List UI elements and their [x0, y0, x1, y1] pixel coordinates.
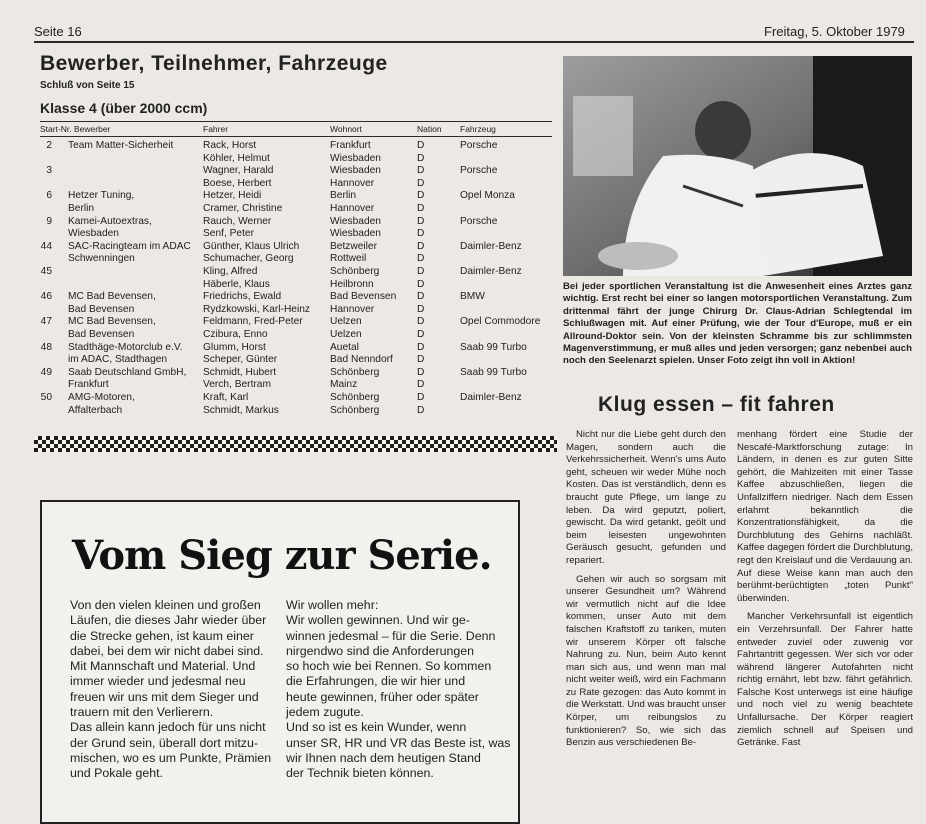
ad-line: Und so ist es kein Wunder, wenn [286, 720, 467, 735]
start-number: 49 [40, 366, 52, 378]
continued-note: Schluß von Seite 15 [40, 80, 135, 91]
driver-nation: D [417, 392, 425, 403]
col-header-fahrer: Fahrer [203, 124, 229, 134]
entrant-name: MC Bad Bevensen, [68, 316, 156, 328]
driver-name: Rack, Horst [203, 140, 257, 151]
driver-name: Verch, Bertram [203, 379, 271, 391]
ad-line: Von den vielen kleinen und großen [70, 598, 261, 612]
article-paragraph: Gehen wir auch so sorgsam mit unserer Gesundheit um? Während wir vermutlich nicht auf die Idee kommen, unser Auto mit dem falschen Kraftstoff zu tanken, muten wir unserem Körper oft falsche Nahrung zu. Nun, beim Auto kennt man sich aus, und wenn man mal nicht weiter weiß, wird ein Fachmann zu Rate gezogen: das Auto kommt in die Werkstatt. Und was braucht unser Körper, um reibungslos zu funktionieren? So, wie sich das Benzin aus verschiedenen Be- [566, 573, 726, 749]
driver-hometown: Hannover [330, 303, 375, 315]
driver-name: Köhler, Helmut [203, 152, 270, 164]
driver-hometown: Wiesbaden [330, 215, 381, 227]
entrant-name: im ADAC, Stadthagen [68, 354, 168, 366]
class-heading: Klasse 4 (über 2000 ccm) [40, 100, 208, 116]
entrant-name: Stadthäge-Motorclub e.V. [68, 341, 183, 353]
ad-line: so hoch wie bei Rennen. So kommen [286, 659, 492, 674]
driver-name: Schmidt, Markus [203, 404, 279, 416]
entrants-title: Bewerber, Teilnehmer, Fahrzeuge [40, 52, 388, 75]
ad-headline: Vom Sieg zur Serie. [72, 532, 492, 579]
driver-hometown: Wiesbaden [330, 152, 381, 164]
driver-hometown: Schönberg [330, 404, 380, 416]
driver-name: Rauch, Werner [203, 215, 272, 227]
header-rule [34, 41, 914, 43]
table-top-rule [40, 121, 552, 122]
driver-name: Hetzer, Heidi [203, 190, 262, 202]
driver-nation: D [417, 404, 425, 416]
driver-nation: D [417, 240, 425, 252]
article-column-2 [737, 429, 913, 750]
driver-name: Günther, Klaus Ulrich [203, 240, 300, 252]
entrant-name: SAC-Racingteam im ADAC [68, 240, 191, 252]
ad-line: der Grund sein, überall dort mitzu- [70, 735, 259, 750]
driver-name: Schumacher, Georg [203, 253, 294, 265]
driver-name: Friedrichs, Ewald [203, 291, 282, 303]
driver-name: Wagner, Harald [203, 165, 274, 177]
driver-name: Feldmann, Fred-Peter [203, 316, 303, 328]
driver-name: Schmidt, Hubert [203, 366, 277, 378]
start-number: 9 [46, 215, 52, 227]
advertisement [40, 500, 520, 824]
ad-line: der Technik bieten können. [286, 766, 434, 781]
vehicle-make: Saab 99 Turbo [460, 341, 527, 353]
driver-hometown: Hannover [330, 177, 375, 189]
article-paragraph: Nicht nur die Liebe geht durch den Magen, sondern auch die Verkehrssicherheit. Wenn's ums Auto geht, scheuen wir weder Mühe noch Kosten. Das ist verständlich, denn es braucht gute Pflege, um lange zu leben. Da wird geputzt, poliert, gewischt. Da wird getankt, geölt und beim leisesten ungewohnten Geräusch gesucht, gefunden und repariert. [566, 429, 726, 566]
vehicle-make: Opel Monza [460, 190, 515, 202]
driver-hometown: Rottweil [330, 253, 367, 265]
issue-date: Freitag, 5. Oktober 1979 [764, 24, 905, 39]
start-number: 48 [40, 341, 52, 353]
page-number: Seite 16 [34, 24, 82, 39]
driver-hometown: Bad Bevensen [330, 291, 397, 303]
ad-line: und Pokale geht. [70, 766, 164, 781]
vehicle-make: Porsche [460, 165, 498, 177]
driver-nation: D [417, 228, 425, 240]
driver-name: Senf, Peter [203, 228, 254, 240]
driver-hometown: Betzweiler [330, 240, 377, 252]
driver-hometown: Schönberg [330, 392, 380, 403]
driver-name: Kraft, Karl [203, 392, 249, 403]
start-number: 50 [40, 392, 52, 403]
ad-line: winnen jedesmal – für die Serie. Denn [286, 628, 496, 643]
col-header-bewerber: Start-Nr. Bewerber [40, 124, 111, 134]
entrant-name: Team Matter-Sicherheit [68, 140, 174, 151]
entrant-name: Frankfurt [68, 379, 109, 391]
driver-nation: D [417, 152, 425, 164]
ad-line: jedem zugute. [286, 705, 364, 720]
ad-line: heute gewinnen, früher oder später [286, 689, 479, 704]
driver-hometown: Hannover [330, 203, 375, 214]
doctor-photo [563, 56, 912, 276]
entrant-name: Wiesbaden [68, 228, 119, 240]
driver-hometown: Schönberg [330, 266, 380, 277]
driver-nation: D [417, 278, 425, 290]
driver-hometown: Wiesbaden [330, 228, 381, 240]
start-number: 45 [40, 266, 52, 277]
driver-name: Cramer, Christine [203, 203, 283, 214]
driver-nation: D [417, 266, 425, 277]
driver-nation: D [417, 177, 425, 189]
vehicle-make: Daimler-Benz [460, 240, 522, 252]
driver-name: Rydzkowski, Karl-Heinz [203, 303, 310, 315]
ad-column-2 [286, 598, 511, 782]
driver-hometown: Mainz [330, 379, 358, 391]
driver-name: Scheper, Günter [203, 354, 278, 366]
driver-hometown: Uelzen [330, 329, 362, 340]
col-header-fahrzeug: Fahrzeug [460, 124, 496, 134]
ad-line: Läufen, die dieses Jahr wieder über [70, 613, 267, 628]
ad-line: Mit Mannschaft und Material. Und [70, 659, 256, 674]
driver-hometown: Bad Nenndorf [330, 354, 393, 366]
entrant-name: Bad Bevensen [68, 329, 135, 340]
driver-nation: D [417, 329, 425, 340]
entrant-name: Kamei-Autoextras, [68, 215, 152, 227]
article-title: Klug essen – fit fahren [598, 393, 835, 416]
driver-nation: D [417, 291, 425, 303]
article-paragraph: Mancher Verkehrsunfall ist eigentlich ein Verzehrsunfall. Der Fahrer hatte entweder zuviel oder zuwenig vor Fahrtantritt gegessen. Wer sich vor oder während längerer Autofahrten nicht richtig ernährt, lebt bzw. fährt gefährlich. Falsche Kost unterwegs ist eine häufige und noch viel zu wenig beachtete Unfallursache. Der Körper reagiert ziemlich schnell auf Speisen und Getränke. Fast [737, 611, 913, 749]
vehicle-make: Porsche [460, 140, 498, 151]
vehicle-make: Porsche [460, 215, 498, 227]
vehicle-make: Opel Commodore [460, 316, 541, 328]
driver-nation: D [417, 215, 425, 227]
driver-name: Boese, Herbert [203, 177, 272, 189]
ad-line: unser SR, HR und VR das Beste ist, was [286, 735, 511, 750]
driver-nation: D [417, 165, 425, 177]
ad-line: Das allein kann jedoch für uns nicht [70, 720, 266, 735]
entrant-name: Saab Deutschland GmbH, [68, 366, 187, 378]
driver-name: Häberle, Klaus [203, 278, 270, 290]
col-header-nation: Nation [417, 124, 442, 134]
ad-line: die Strecke gehen, ist kaum einer [70, 628, 254, 643]
entrant-name: Hetzer Tuning, [68, 190, 135, 202]
ad-line: die Erfahrungen, die wir hier und [286, 674, 466, 689]
entrant-name: Bad Bevensen [68, 303, 135, 315]
entrant-name: Berlin [68, 203, 95, 214]
article-column-1 [566, 429, 726, 750]
entrant-name: MC Bad Bevensen, [68, 291, 156, 303]
driver-nation: D [417, 203, 425, 214]
driver-hometown: Berlin [330, 190, 357, 202]
driver-nation: D [417, 379, 425, 391]
ad-line: Wir wollen gewinnen. Und wir ge- [286, 613, 470, 628]
start-number: 6 [46, 190, 52, 202]
driver-hometown: Uelzen [330, 316, 362, 328]
driver-hometown: Auetal [330, 341, 359, 353]
ad-line: freuen wir uns mit dem Sieger und [70, 689, 259, 704]
vehicle-make: Daimler-Benz [460, 392, 522, 403]
start-number: 47 [40, 316, 52, 328]
driver-hometown: Schönberg [330, 366, 380, 378]
ad-line: mischen, wo es um Punkte, Prämien [70, 750, 272, 765]
vehicle-make: BMW [460, 291, 485, 303]
entrant-name: AMG-Motoren, [68, 392, 135, 403]
vehicle-make: Saab 99 Turbo [460, 366, 527, 378]
start-number: 2 [46, 140, 52, 151]
start-number: 3 [46, 165, 52, 177]
driver-name: Czibura, Enno [203, 329, 268, 340]
driver-nation: D [417, 354, 425, 366]
start-number: 44 [40, 240, 52, 252]
driver-nation: D [417, 253, 425, 265]
driver-nation: D [417, 341, 425, 353]
driver-hometown: Heilbronn [330, 278, 374, 290]
ad-line: immer wieder und jedesmal neu [70, 674, 246, 689]
col-header-wohnort: Wohnort [330, 124, 362, 134]
driver-nation: D [417, 303, 425, 315]
photo-caption: Bei jeder sportlichen Veranstaltung ist die Anwesenheit eines Arztes ganz wichtig. Erst recht bei einer so langen motorsportlichen Veranstaltung. Zum drittenmal fährt der junge Chirurg Dr. Claus-Adrian Schlegtendal im Schlußwagen mit. Auf einer Prüfung, wie der Tour d'Europe, muß er ein Allround-Doktor sein. Von der kleinsten Schramme bis zur schlimmsten Magenverstimmung, er muß alles und jeden versorgen; ganz nebenbei auch noch den Seelenarzt spielen. Unser Foto zeigt ihn voll in Aktion! [563, 281, 912, 367]
driver-nation: D [417, 140, 425, 151]
ad-line: wir Ihnen nach dem heutigen Stand [286, 750, 481, 765]
vehicle-make: Daimler-Benz [460, 266, 522, 277]
driver-nation: D [417, 316, 425, 328]
driver-nation: D [417, 366, 425, 378]
entrant-name: Affalterbach [68, 404, 123, 416]
article-paragraph: menhang fördert eine Studie der Nescafé-Marktforschung zutage: In Ländern, in denen es zur guten Sitte gehört, die Mahlzeiten mit einer Tasse Kaffee abzuschließen, liegen die Unfallziffern niedriger. Nach dem Essen erlahmt bekanntlich die Konzentrationsfähigkeit, da die Durchblutung des Gehirns nachläßt. Kaffee dagegen fördert die Durchblutung, regt den Kreislauf und die Verdauung an. Auf diese Weise kann man auch den berühmt-berüchtigten „toten Punkt" überwinden. [737, 429, 913, 604]
ad-line: nirgendwo sind die Anforderungen [286, 643, 475, 658]
ad-line: trauern mit den Verlierern. [70, 705, 214, 720]
driver-hometown: Wiesbaden [330, 165, 381, 177]
ad-column-1 [70, 598, 271, 782]
ad-line: dabei, bei dem wir nicht dabei sind. [70, 643, 264, 658]
ad-line: Wir wollen mehr: [286, 598, 379, 612]
driver-name: Glumm, Horst [203, 341, 266, 353]
checkered-divider [34, 436, 557, 452]
table-header-rule [40, 136, 552, 137]
driver-nation: D [417, 190, 425, 202]
driver-name: Kling, Alfred [203, 266, 258, 277]
driver-hometown: Frankfurt [330, 140, 371, 151]
start-number: 46 [40, 291, 52, 303]
entrant-name: Schwenningen [68, 253, 135, 265]
